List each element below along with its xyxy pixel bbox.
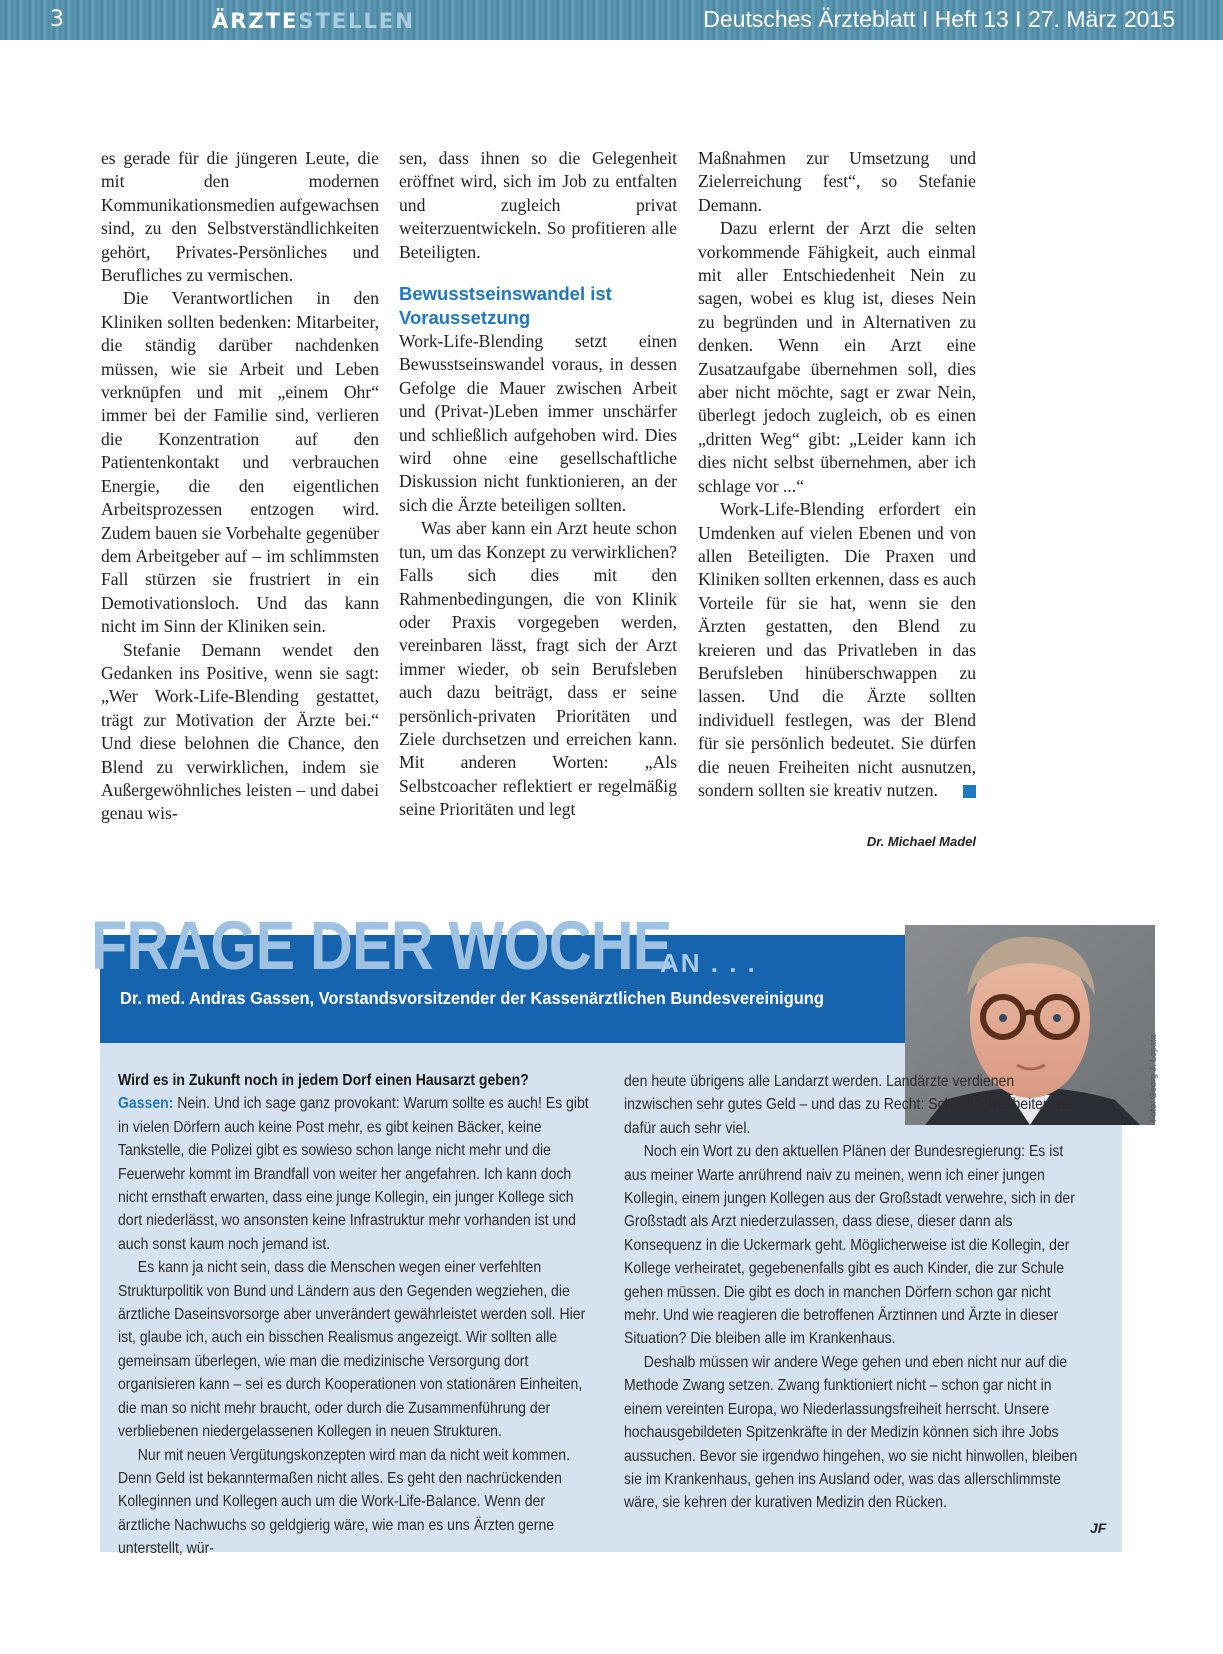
brand-part-2: STELLEN xyxy=(298,9,415,33)
paragraph: Was aber kann ein Arzt heute schon tun, um das Konzept zu verwirklichen? Falls sich dies mit den Rahmenbedingungen, die von Klinik oder Praxis vorgegeben werden, vereinbaren lässt, fragt sich der Arzt immer wieder, ob sein Berufsleben auch dazu beiträgt, dass er seine persönlich-privaten Prioritäten und Ziele durchsetzen und erreichen kann. Mit anderen Worten: „Als Selbstcoacher reflektiert er regelmäßig seine Prioritäten und legt xyxy=(399,518,677,820)
paragraph: sen, dass ihnen so die Gelegenheit eröffnet wird, sich im Job zu entfalten und zugleich privat weiterzuentwickeln. So profitieren alle Beteiligten. xyxy=(399,148,677,262)
interview-column-2 xyxy=(624,1070,1079,1515)
interview-answer xyxy=(118,1092,595,1256)
interview-question: Wird es in Zukunft noch in jedem Dorf einen Hausarzt geben? xyxy=(118,1072,529,1089)
paragraph: es gerade für die jüngeren Leute, die mit den modernen Kommunikationsmedien aufgewachsen sind, zu den Selbstverständlichkeiten gehört, Privates-Persönliches und Berufliches zu vermischen. xyxy=(101,148,380,286)
article-author: Dr. Michael Madel xyxy=(866,834,976,849)
interview-column-1 xyxy=(118,1069,595,1561)
issue-info: Deutsches Ärzteblatt I Heft 13 I 27. März 2015 xyxy=(703,6,1175,32)
page-header xyxy=(0,0,1223,40)
paragraph: Work-Life-Blending setzt einen Bewusstseinswandel voraus, in dessen Gefolge die Mauer zwischen Arbeit und (Privat-)Leben immer unschärfer und schließlich aufgehoben wird. Dies wird ohne eine gesellschaftliche Diskussion nicht funktionieren, an der sich die Ärzte beteiligen sollten. xyxy=(399,331,677,515)
paragraph: Stefanie Demann wendet den Gedanken ins Positive, wenn sie sagt: „Wer Work-Life-Blending gestattet, trägt zur Motivation der Ärzte bei.“ Und diese belohnen die Chance, den Blend zu verwirklichen, indem sie Außergewöhnliches leisten – und dabei genau wis- xyxy=(101,639,379,824)
page-number: 3 xyxy=(50,7,64,32)
paragraph: Noch ein Wort zu den aktuellen Plänen der Bundesregierung: Es ist aus meiner Warte anrührend naiv zu meinen, wenn ich einer jungen Kollegin, einem jungen Kollegen aus der Großstadt verwehre, sich in der Großstadt als Arzt niederzulassen, dass diese, dieser dann als Konsequenz in die Uckermark geht. Möglicherweise ist die Kollegin, der Kollege verheiratet, gegebenenfalls gibt es auch Kinder, die zur Schule gehen müssen. Die gibt es doch in manchen Dörfern schon gar nicht mehr. Und wie reagieren die betroffenen Ärztinnen und Ärzte in dieser Situation? Die bleiben alle im Krankenhaus. xyxy=(624,1143,1075,1348)
interview-title: FRAGE DER WOCHE xyxy=(91,907,672,984)
answer-text: Nein. Und ich sage ganz provokant: Warum sollte es auch! Es gibt in vielen Dörfern auch keine Post mehr, es gibt keinen Bäcker, keine Tankstelle, die Polizei gibt es sowieso schon lange nicht mehr und die Feuerwehr kommt im Brandfall von weiter her angefahren. Ich kann doch nicht ernsthaft erwarten, dass eine junge Kollegin, ein junger Kollege sich dort niederlässt, wo ansonsten keine Infrastruktur mehr vorhanden ist und auch sonst kaum noch jemand ist. xyxy=(118,1095,589,1253)
interview-title-suffix: AN . . . xyxy=(660,948,757,978)
paragraph-last xyxy=(698,498,976,802)
paragraph-text: Work-Life-Blending erfordert ein Umdenken auf vielen Ebenen und von allen Beteiligten. Die Praxen und Kliniken sollten erkennen, dass es auch Vorteile für sie hat, wenn sie den Ärzten gestatten, den Blend zu kreieren und das Privatleben in das Berufsleben hinüberschwappen zu lassen. Und die Ärzte sollten individuell festlegen, was der Blend für sie persönlich bedeutet. Sie dürfen die neuen Freiheiten nicht ausnutzen, sondern sollten sie kreativ nutzen. xyxy=(698,499,976,800)
article-column-1 xyxy=(101,147,379,826)
interviewer-initials: JF xyxy=(1090,1520,1107,1536)
article-column-3 xyxy=(698,147,976,802)
end-mark-icon xyxy=(963,785,976,798)
brand-part-1: ÄRZTE xyxy=(212,9,299,33)
paragraph: Es kann ja nicht sein, dass die Menschen wegen einer verfehlten Strukturpolitik von Bund und Ländern aus den Gegenden wegziehen, die ärztliche Daseinsvorsorge aber unverändert gewährleistet werden soll. Hier ist, glaube ich, auch ein bisschen Realismus angezeigt. Wir sollten alle gemeinsam überlegen, wie man die medizinische Versorgung dort organisieren kann – sei es durch Kooperationen von stationären Einheiten, die man so nicht mehr braucht, oder durch die Zusammenführung der verbliebenen niedergelassenen Kollegen in neuen Strukturen. xyxy=(118,1259,586,1441)
article-subheading: Bewusstseinswandel ist Voraussetzung xyxy=(399,283,612,329)
paragraph: Die Verantwortlichen in den Kliniken sollten bedenken: Mitarbeiter, die ständig darüber nachdenken müssen, wie sie Arbeit und Leben verknüpfen und mit „einem Ohr“ immer bei der Familie sind, verlieren die Konzentration auf den Patientenkontakt und verbrauchen Energie, die den eigentlichen Arbeitsprozessen entzogen wird. Zudem bauen sie Vorbehalte gegenüber dem Arbeitgeber auf – im schlimmsten Fall stürzen sie frustriert in ein Demotivationsloch. Und das kann nicht im Sinn der Kliniken sein. xyxy=(101,288,379,637)
photo-credit: Foto: Georg J. Lopata xyxy=(1148,1034,1158,1122)
interview-subtitle: Dr. med. Andras Gassen, Vorstandsvorsitzender der Kassenärztlichen Bundesvereinigung xyxy=(120,988,824,1008)
paragraph: den heute übrigens alle Landarzt werden. Landärzte verdienen inzwischen sehr gutes Geld – und das zu Recht: Schließlich arbeiten sie dafür auch sehr viel. xyxy=(624,1073,1073,1137)
paragraph: Deshalb müssen wir andere Wege gehen und eben nicht nur auf die Methode Zwang setzen. Zwang funktioniert nicht – schon gar nicht in einem vereinten Europa, wo Niederlassungsfreiheit herrscht. Unsere hochausgebildeten Spitzenkräfte in der Medizin können sich ihre Jobs aussuchen. Bevor sie irgendwo hingehen, wo sie nicht hinwollen, bleiben sie im Krankenhaus, gehen ins Ausland oder, was das allerschlimmste wäre, sie kehren der kurativen Medizin den Rücken. xyxy=(624,1353,1078,1512)
article-column-2 xyxy=(399,147,677,822)
paragraph: Maßnahmen zur Umsetzung und Zielerreichung fest“, so Stefanie Demann. xyxy=(698,148,976,215)
paragraph: Dazu erlernt der Arzt die selten vorkommende Fähigkeit, auch einmal mit aller Entschiedenheit Nein zu sagen, wobei es klug ist, dieses Nein zu begründen und in Alternativen zu denken. Wenn ein Arzt eine Zusatzaufgabe übernehmen soll, dies aber nicht möchte, sagt er zwar Nein, überlegt jedoch zugleich, ob es einen „dritten Weg“ gibt: „Leider kann ich dies nicht selbst übernehmen, aber ich schlage vor ...“ xyxy=(698,218,976,496)
section-brand xyxy=(212,9,415,33)
paragraph: Nur mit neuen Vergütungskonzepten wird man da nicht weit kommen. Denn Geld ist bekanntermaßen nicht alles. Es geht den nachrückenden Kolleginnen und Kollegen auch um die Work-Life-Balance. Wenn der ärztliche Nachwuchs so geldgierig wäre, wie man es uns Ärzten gerne unterstellt, wür- xyxy=(118,1446,570,1558)
speaker-label: Gassen: xyxy=(118,1095,174,1113)
